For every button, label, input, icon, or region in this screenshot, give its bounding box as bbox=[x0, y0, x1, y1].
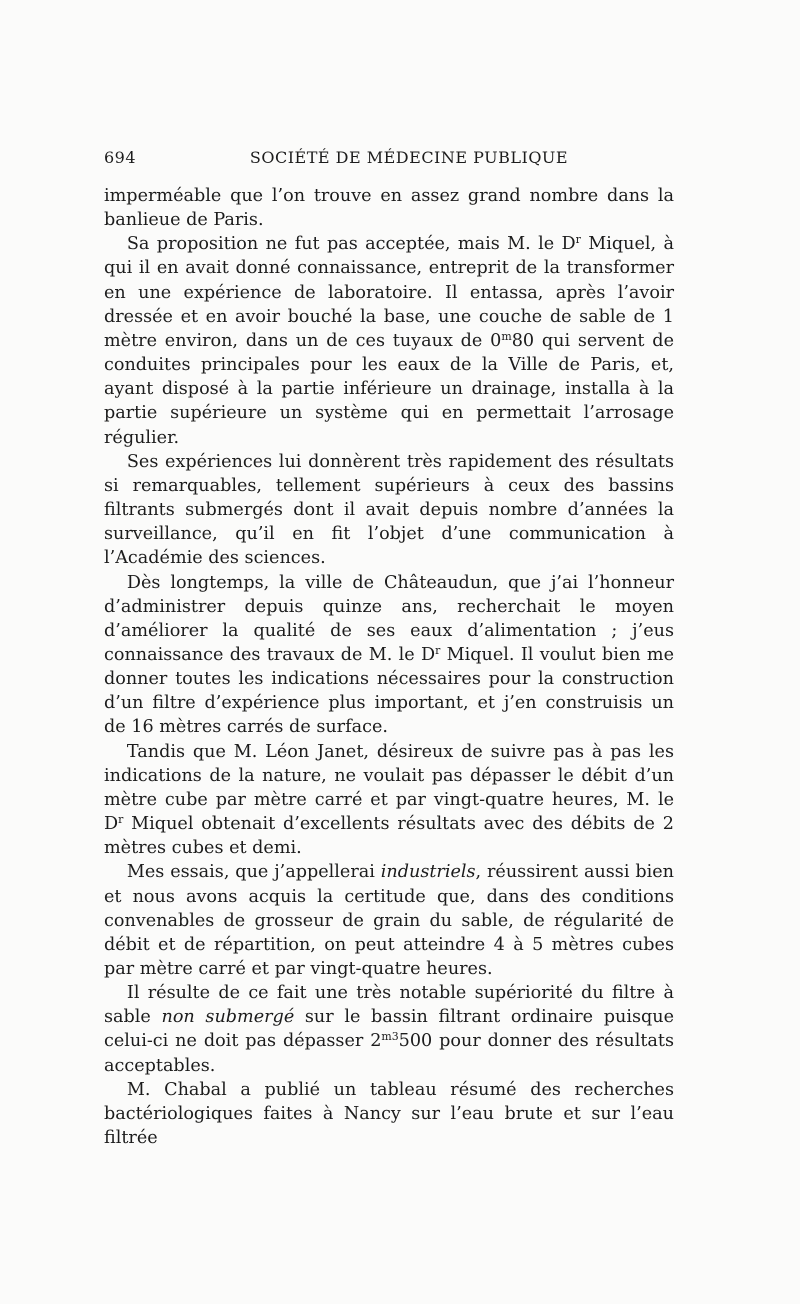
paragraph-text: 500 pour donner des résultats acceptables. bbox=[104, 1031, 674, 1076]
page-number: 694 bbox=[104, 148, 137, 167]
paragraph-text: Sa proposition ne fut pas acceptée, mais M. le D bbox=[126, 234, 576, 255]
superscript: m3 bbox=[381, 1030, 399, 1044]
paragraph bbox=[104, 450, 674, 571]
paragraph-text: Ses expériences lui donnèrent très rapidement des résultats si remarquables, tellement supérieurs à ceux des bassins filtrants submergés dont il avait depuis nombre d’années la surveillance, qu’il en fit l’objet d’une communication à l’Académie des sciences. bbox=[104, 451, 674, 569]
paragraph-text: imperméable que l’on trouve en assez grand nombre dans la banlieue de Paris. bbox=[104, 186, 674, 231]
body-text bbox=[104, 184, 674, 1150]
superscript: r bbox=[435, 643, 441, 657]
paragraph bbox=[104, 740, 674, 861]
running-title: SOCIÉTÉ DE MÉDECINE PUBLIQUE bbox=[249, 148, 569, 167]
paragraph bbox=[104, 860, 674, 981]
paragraph-text: Miquel. Il voulut bien me donner toutes les indications nécessaires pour la construction d’un filtre d’expérience plus important, et j’en construisis un de 16 mètres carrés de surface. bbox=[104, 644, 674, 738]
paragraph-text: Mes essais, que j’appellerai bbox=[126, 862, 381, 883]
paragraph-text: Miquel, à qui il en avait donné connaissance, entreprit de la transformer en une expérience de laboratoire. Il entassa, après l’avoir dressée et en avoir bouché la base, une couche de sable de 1 mètre environ, dans un de ces tuyaux de 0 bbox=[104, 234, 674, 351]
paragraph bbox=[104, 232, 674, 449]
paragraph bbox=[104, 1078, 674, 1150]
superscript: r bbox=[575, 233, 581, 247]
superscript: m bbox=[501, 329, 512, 343]
paragraph-text: 80 qui servent de conduites principales pour les eaux de la Ville de Paris, et, ayant disposé à la partie inférieure un drainage, installa à la partie supérieure un système qui en permettait l’arrosage régulier. bbox=[104, 330, 674, 448]
paragraph bbox=[104, 571, 674, 740]
paragraph bbox=[104, 981, 674, 1078]
page-header bbox=[104, 148, 674, 172]
paragraph-text: Dès longtemps, la ville de Châteaudun, que j’ai l’honneur d’administrer depuis quinze ans, recherchait le moyen d’améliorer la qualité de ses eaux d’alimentation ; j’eus connaissance des travaux de M. le D bbox=[104, 572, 674, 665]
paragraph-text: Miquel obtenait d’excellents résultats avec des débits de 2 mètres cubes et demi. bbox=[104, 814, 674, 859]
superscript: r bbox=[118, 813, 124, 827]
paragraph-text: sur le bassin filtrant ordinaire puisque celui-ci ne doit pas dépasser 2 bbox=[104, 1007, 674, 1052]
paragraph-text: Tandis que M. Léon Janet, désireux de suivre pas à pas les indications de la nature, ne voulait pas dépasser le débit d’un mètre cube par mètre carré et par vingt-quatre heures, M. le D bbox=[104, 741, 674, 835]
italic-text: non submergé bbox=[161, 1007, 295, 1028]
paragraph-text: , réussirent aussi bien et nous avons acquis la certitude que, dans des conditions convenables de grosseur de grain du sable, de régularité de débit et de répartition, on peut atteindre 4 à 5 mètres cubes par mètre carré et par vingt-quatre heures. bbox=[104, 862, 674, 979]
paragraph-text: Il résulte de ce fait une très notable supériorité du filtre à sable bbox=[104, 983, 674, 1028]
paragraph-text: M. Chabal a publié un tableau résumé des recherches bactériologiques faites à Nancy sur l’eau brute et sur l’eau filtrée bbox=[104, 1079, 674, 1149]
italic-text: industriels bbox=[380, 862, 476, 883]
paragraph bbox=[104, 184, 674, 232]
